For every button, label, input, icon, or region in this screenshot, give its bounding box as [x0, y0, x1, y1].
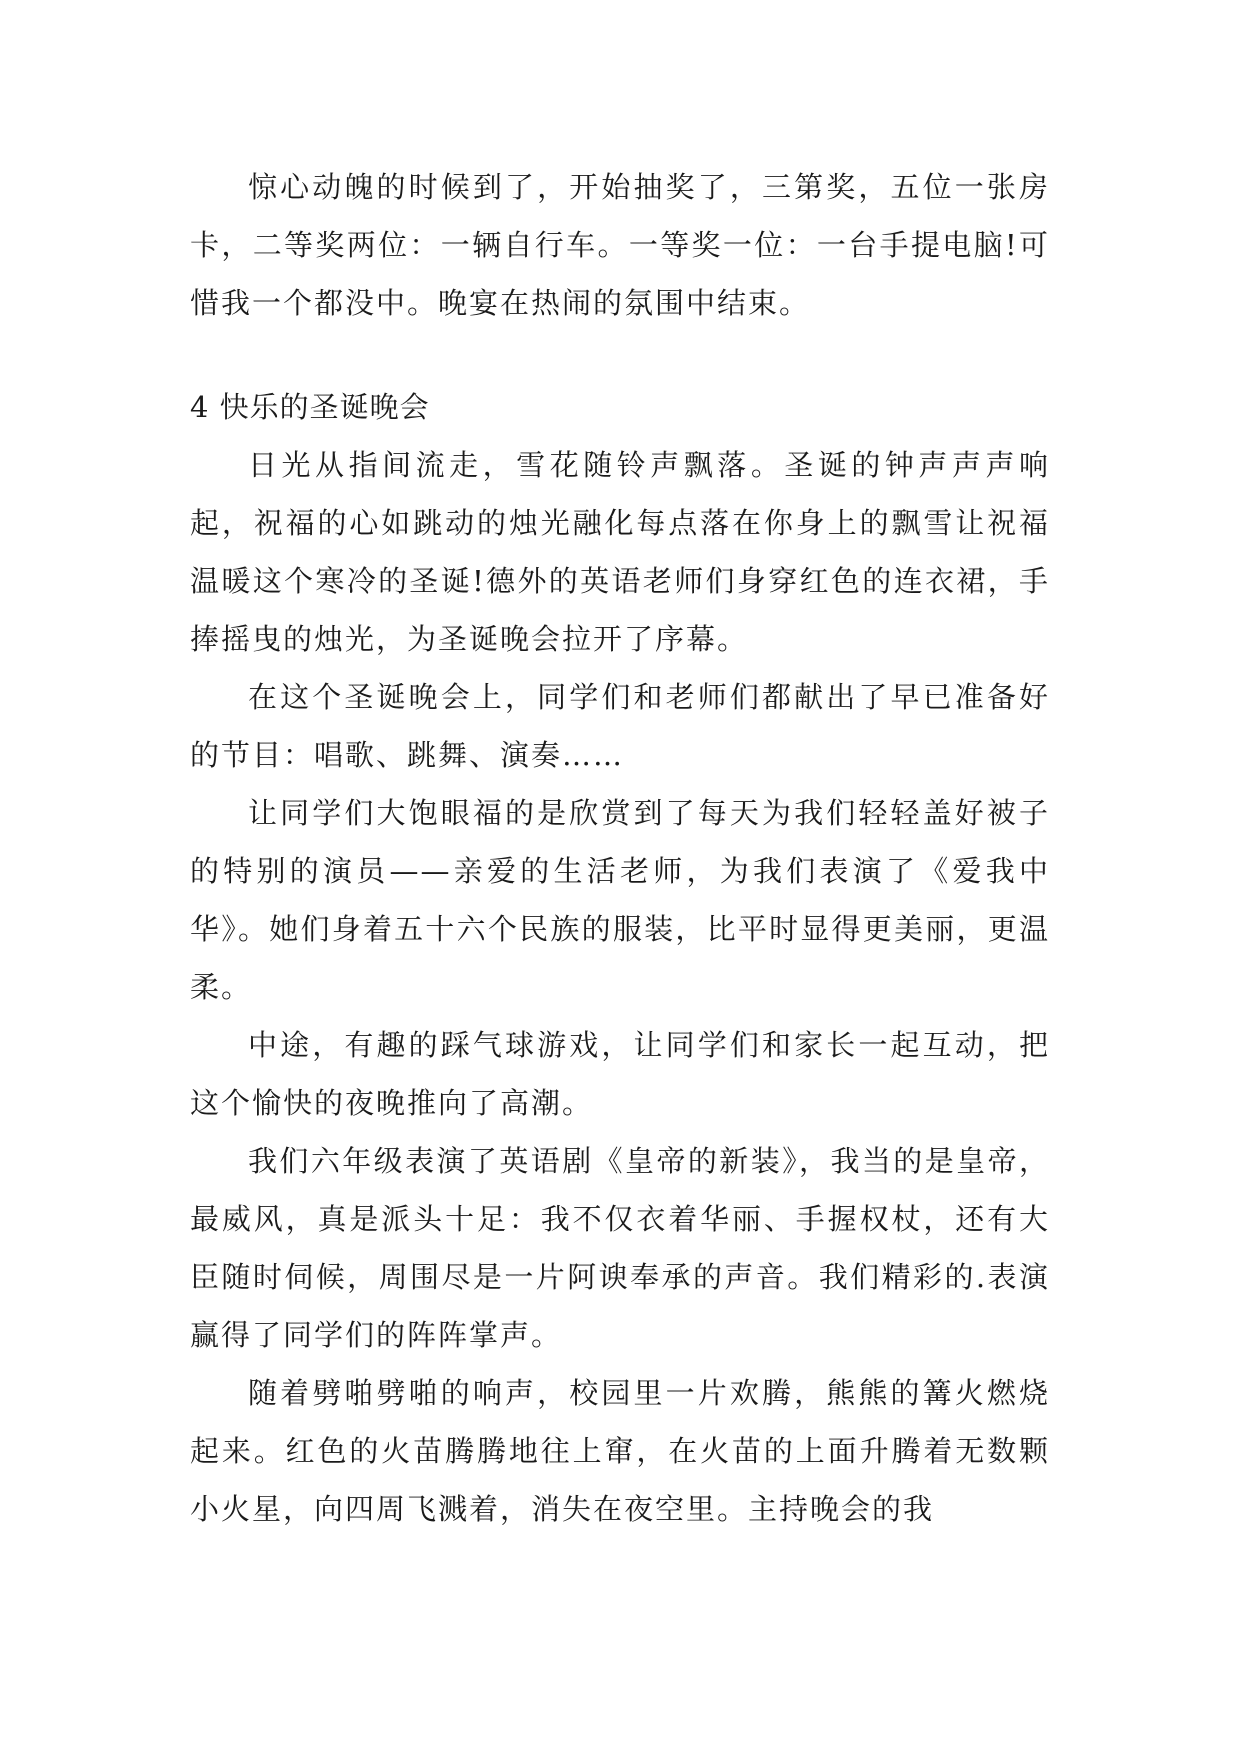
body-paragraph: 我们六年级表演了英语剧《皇帝的新装》，我当的是皇帝，最威风，真是派头十足：我不仅衣着华丽、手握权杖，还有大臣随时伺候，周围尽是一片阿谀奉承的声音。我们精彩的.表演赢得了同学们的阵阵掌声。 — [190, 1144, 1050, 1352]
section-title: 4 快乐的圣诞晚会 — [190, 390, 430, 424]
body-paragraph: 让同学们大饱眼福的是欣赏到了每天为我们轻轻盖好被子的特别的演员——亲爱的生活老师，为我们表演了《爱我中华》。她们身着五十六个民族的服装，比平时显得更美丽，更温柔。 — [190, 796, 1050, 1004]
intro-paragraph: 惊心动魄的时候到了，开始抽奖了，三第奖，五位一张房卡，二等奖两位：一辆自行车。一等奖一位：一台手提电脑!可惜我一个都没中。晚宴在热闹的氛围中结束。 — [190, 170, 1050, 320]
body-paragraph: 中途，有趣的踩气球游戏，让同学们和家长一起互动，把这个愉快的夜晚推向了高潮。 — [190, 1028, 1050, 1120]
document-body — [190, 158, 1050, 1538]
body-paragraph: 在这个圣诞晚会上，同学们和老师们都献出了早已准备好的节目：唱歌、跳舞、演奏…… — [190, 680, 1050, 772]
body-paragraph: 日光从指间流走，雪花随铃声飘落。圣诞的钟声声声响起，祝福的心如跳动的烛光融化每点落在你身上的飘雪让祝福温暖这个寒冷的圣诞!德外的英语老师们身穿红色的连衣裙，手捧摇曳的烛光，为圣诞晚会拉开了序幕。 — [190, 448, 1050, 656]
body-paragraph: 随着劈啪劈啪的响声，校园里一片欢腾，熊熊的篝火燃烧起来。红色的火苗腾腾地往上窜，在火苗的上面升腾着无数颗小火星，向四周飞溅着，消失在夜空里。主持晚会的我 — [190, 1376, 1050, 1526]
